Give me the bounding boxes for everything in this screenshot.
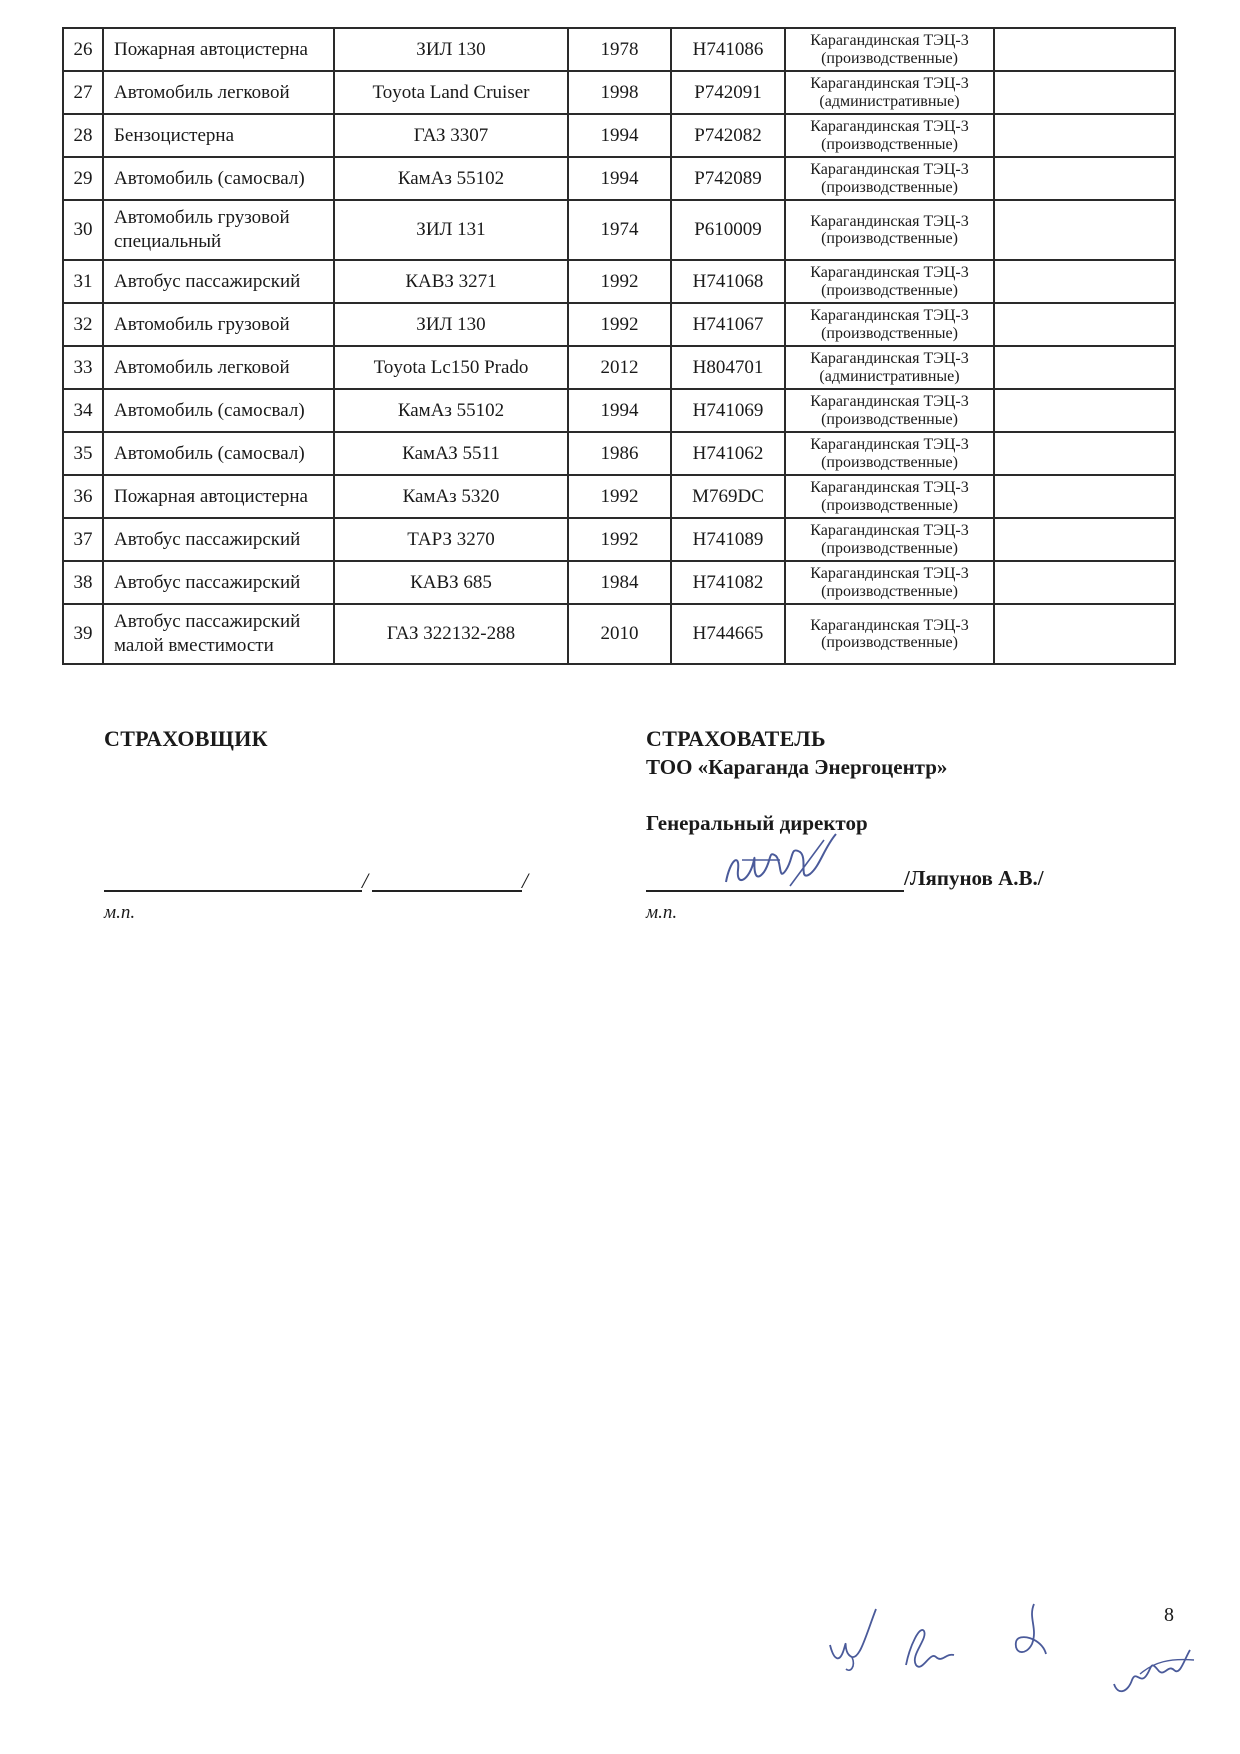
owner-category: (административные) [819,92,960,110]
owner-cell [785,260,994,303]
row-number-cell: 35 [63,432,103,475]
owner-category: (административные) [819,367,960,385]
vehicle-name-cell: Пожарная автоцистерна [103,475,334,518]
owner-category: (производственные) [821,539,958,557]
vehicle-model-cell: КАВЗ 3271 [334,260,568,303]
owner-cell [785,475,994,518]
row-number-cell: 31 [63,260,103,303]
owner-name: Карагандинская ТЭЦ-3 [810,118,969,136]
owner-cell [785,200,994,260]
registration-number-cell: H741069 [671,389,785,432]
row-number-cell: 29 [63,157,103,200]
owner-category: (производственные) [821,49,958,67]
owner-name: Карагандинская ТЭЦ-3 [810,161,969,179]
owner-category: (производственные) [821,135,958,153]
vehicle-model-cell: Toyota Lc150 Prado [334,346,568,389]
table-row [63,200,1175,260]
vehicle-year-cell: 1992 [568,303,671,346]
vehicle-table [62,27,1176,665]
owner-category: (производственные) [821,453,958,471]
owner-cell [785,561,994,604]
vehicle-model-cell: КАВЗ 685 [334,561,568,604]
registration-number-cell: H741082 [671,561,785,604]
row-number-cell: 39 [63,604,103,664]
table-row [63,303,1175,346]
registration-number-cell: H741086 [671,28,785,71]
empty-cell [994,71,1175,114]
registration-number-cell: P610009 [671,200,785,260]
registration-number-cell: H804701 [671,346,785,389]
vehicle-year-cell: 1998 [568,71,671,114]
vehicle-year-cell: 2012 [568,346,671,389]
owner-category: (производственные) [821,634,958,651]
empty-cell [994,157,1175,200]
empty-cell [994,561,1175,604]
table-row [63,260,1175,303]
row-number-cell: 34 [63,389,103,432]
table-row [63,604,1175,664]
owner-name: Карагандинская ТЭЦ-3 [810,350,969,368]
owner-name: Карагандинская ТЭЦ-3 [810,436,969,454]
empty-cell [994,28,1175,71]
vehicle-name-cell: Автомобиль грузовой специальный [103,200,334,260]
vehicle-name-cell: Автомобиль (самосвал) [103,432,334,475]
owner-cell [785,604,994,664]
row-number-cell: 37 [63,518,103,561]
vehicle-model-cell: КамАз 5320 [334,475,568,518]
registration-number-cell: P742089 [671,157,785,200]
page-initials-2 [900,1615,960,1675]
insured-seal-label: м.п. [646,902,678,923]
vehicle-year-cell: 1984 [568,561,671,604]
vehicle-model-cell: ЗИЛ 130 [334,303,568,346]
owner-name: Карагандинская ТЭЦ-3 [810,479,969,497]
owner-name: Карагандинская ТЭЦ-3 [810,522,969,540]
vehicle-model-cell: ГАЗ 3307 [334,114,568,157]
vehicle-name-cell: Автобус пассажирский [103,260,334,303]
row-number-cell: 32 [63,303,103,346]
vehicle-year-cell: 1992 [568,260,671,303]
vehicle-model-cell: Toyota Land Cruiser [334,71,568,114]
vehicle-year-cell: 1978 [568,28,671,71]
table-row [63,518,1175,561]
vehicle-model-cell: ГАЗ 322132-288 [334,604,568,664]
owner-category: (производственные) [821,281,958,299]
owner-category: (производственные) [821,410,958,428]
owner-cell [785,346,994,389]
owner-cell [785,432,994,475]
empty-cell [994,200,1175,260]
empty-cell [994,260,1175,303]
owner-name: Карагандинская ТЭЦ-3 [810,307,969,325]
insurer-slash-right: / [522,868,529,893]
owner-name: Карагандинская ТЭЦ-3 [810,212,969,230]
vehicle-year-cell: 1974 [568,200,671,260]
table-row [63,432,1175,475]
table-row [63,71,1175,114]
table-row [63,114,1175,157]
insurer-signature-line [104,890,362,892]
registration-number-cell: M769DC [671,475,785,518]
row-number-cell: 28 [63,114,103,157]
table-row [63,28,1175,71]
owner-name: Карагандинская ТЭЦ-3 [810,32,969,50]
director-signature [720,830,840,900]
vehicle-year-cell: 1994 [568,114,671,157]
empty-cell [994,303,1175,346]
insured-title: СТРАХОВАТЕЛЬ [646,726,826,751]
insured-signatory: /Ляпунов А.В./ [904,866,1044,890]
empty-cell [994,389,1175,432]
insured-company: ТОО «Караганда Энергоцентр» [646,755,948,779]
owner-cell [785,389,994,432]
vehicle-year-cell: 1994 [568,157,671,200]
registration-number-cell: H744665 [671,604,785,664]
owner-name: Карагандинская ТЭЦ-3 [810,393,969,411]
empty-cell [994,518,1175,561]
table-row [63,475,1175,518]
table-row [63,346,1175,389]
vehicle-model-cell: ЗИЛ 131 [334,200,568,260]
owner-name: Карагандинская ТЭЦ-3 [810,616,969,634]
owner-category: (производственные) [821,324,958,342]
vehicle-year-cell: 1992 [568,518,671,561]
vehicle-name-cell: Автомобиль (самосвал) [103,389,334,432]
row-number-cell: 38 [63,561,103,604]
empty-cell [994,432,1175,475]
vehicle-name-cell: Автобус пассажирский [103,561,334,604]
vehicle-name-cell: Автобус пассажирский малой вместимости [103,604,334,664]
table-row [63,389,1175,432]
insurer-slash-left: / [362,868,369,893]
vehicle-name-cell: Автомобиль (самосвал) [103,157,334,200]
owner-cell [785,157,994,200]
vehicle-model-cell: КамАз 55102 [334,389,568,432]
vehicle-model-cell: ЗИЛ 130 [334,28,568,71]
empty-cell [994,475,1175,518]
owner-category: (производственные) [821,496,958,514]
registration-number-cell: H741062 [671,432,785,475]
vehicle-year-cell: 1986 [568,432,671,475]
insurer-title: СТРАХОВЩИК [104,726,268,751]
table-row [63,561,1175,604]
row-number-cell: 27 [63,71,103,114]
owner-cell [785,71,994,114]
vehicle-table-body [63,28,1175,664]
vehicle-name-cell: Автомобиль легковой [103,346,334,389]
vehicle-name-cell: Пожарная автоцистерна [103,28,334,71]
vehicle-name-cell: Автобус пассажирский [103,518,334,561]
registration-number-cell: P742082 [671,114,785,157]
page-initials-1 [826,1605,886,1675]
owner-category: (производственные) [821,230,958,247]
insurer-name-line [372,890,522,892]
vehicle-year-cell: 1994 [568,389,671,432]
vehicle-year-cell: 1992 [568,475,671,518]
empty-cell [994,346,1175,389]
insured-position: Генеральный директор [646,811,868,835]
vehicle-name-cell: Автомобиль легковой [103,71,334,114]
owner-category: (производственные) [821,178,958,196]
empty-cell [994,114,1175,157]
vehicle-year-cell: 2010 [568,604,671,664]
table-row [63,157,1175,200]
page-initials-3 [1008,1598,1058,1668]
row-number-cell: 36 [63,475,103,518]
registration-number-cell: H741067 [671,303,785,346]
page-initials-4 [1110,1640,1200,1700]
owner-category: (производственные) [821,582,958,600]
vehicle-model-cell: КамАз 55102 [334,157,568,200]
insurer-seal-label: м.п. [104,902,136,923]
row-number-cell: 26 [63,28,103,71]
owner-cell [785,303,994,346]
row-number-cell: 33 [63,346,103,389]
row-number-cell: 30 [63,200,103,260]
owner-cell [785,114,994,157]
owner-name: Карагандинская ТЭЦ-3 [810,264,969,282]
owner-name: Карагандинская ТЭЦ-3 [810,565,969,583]
empty-cell [994,604,1175,664]
owner-cell [785,518,994,561]
owner-cell [785,28,994,71]
registration-number-cell: H741068 [671,260,785,303]
vehicle-name-cell: Автомобиль грузовой [103,303,334,346]
page-number: 8 [1164,1604,1174,1626]
owner-name: Карагандинская ТЭЦ-3 [810,75,969,93]
vehicle-model-cell: ТАРЗ 3270 [334,518,568,561]
registration-number-cell: H741089 [671,518,785,561]
vehicle-model-cell: КамАЗ 5511 [334,432,568,475]
vehicle-name-cell: Бензоцистерна [103,114,334,157]
registration-number-cell: P742091 [671,71,785,114]
